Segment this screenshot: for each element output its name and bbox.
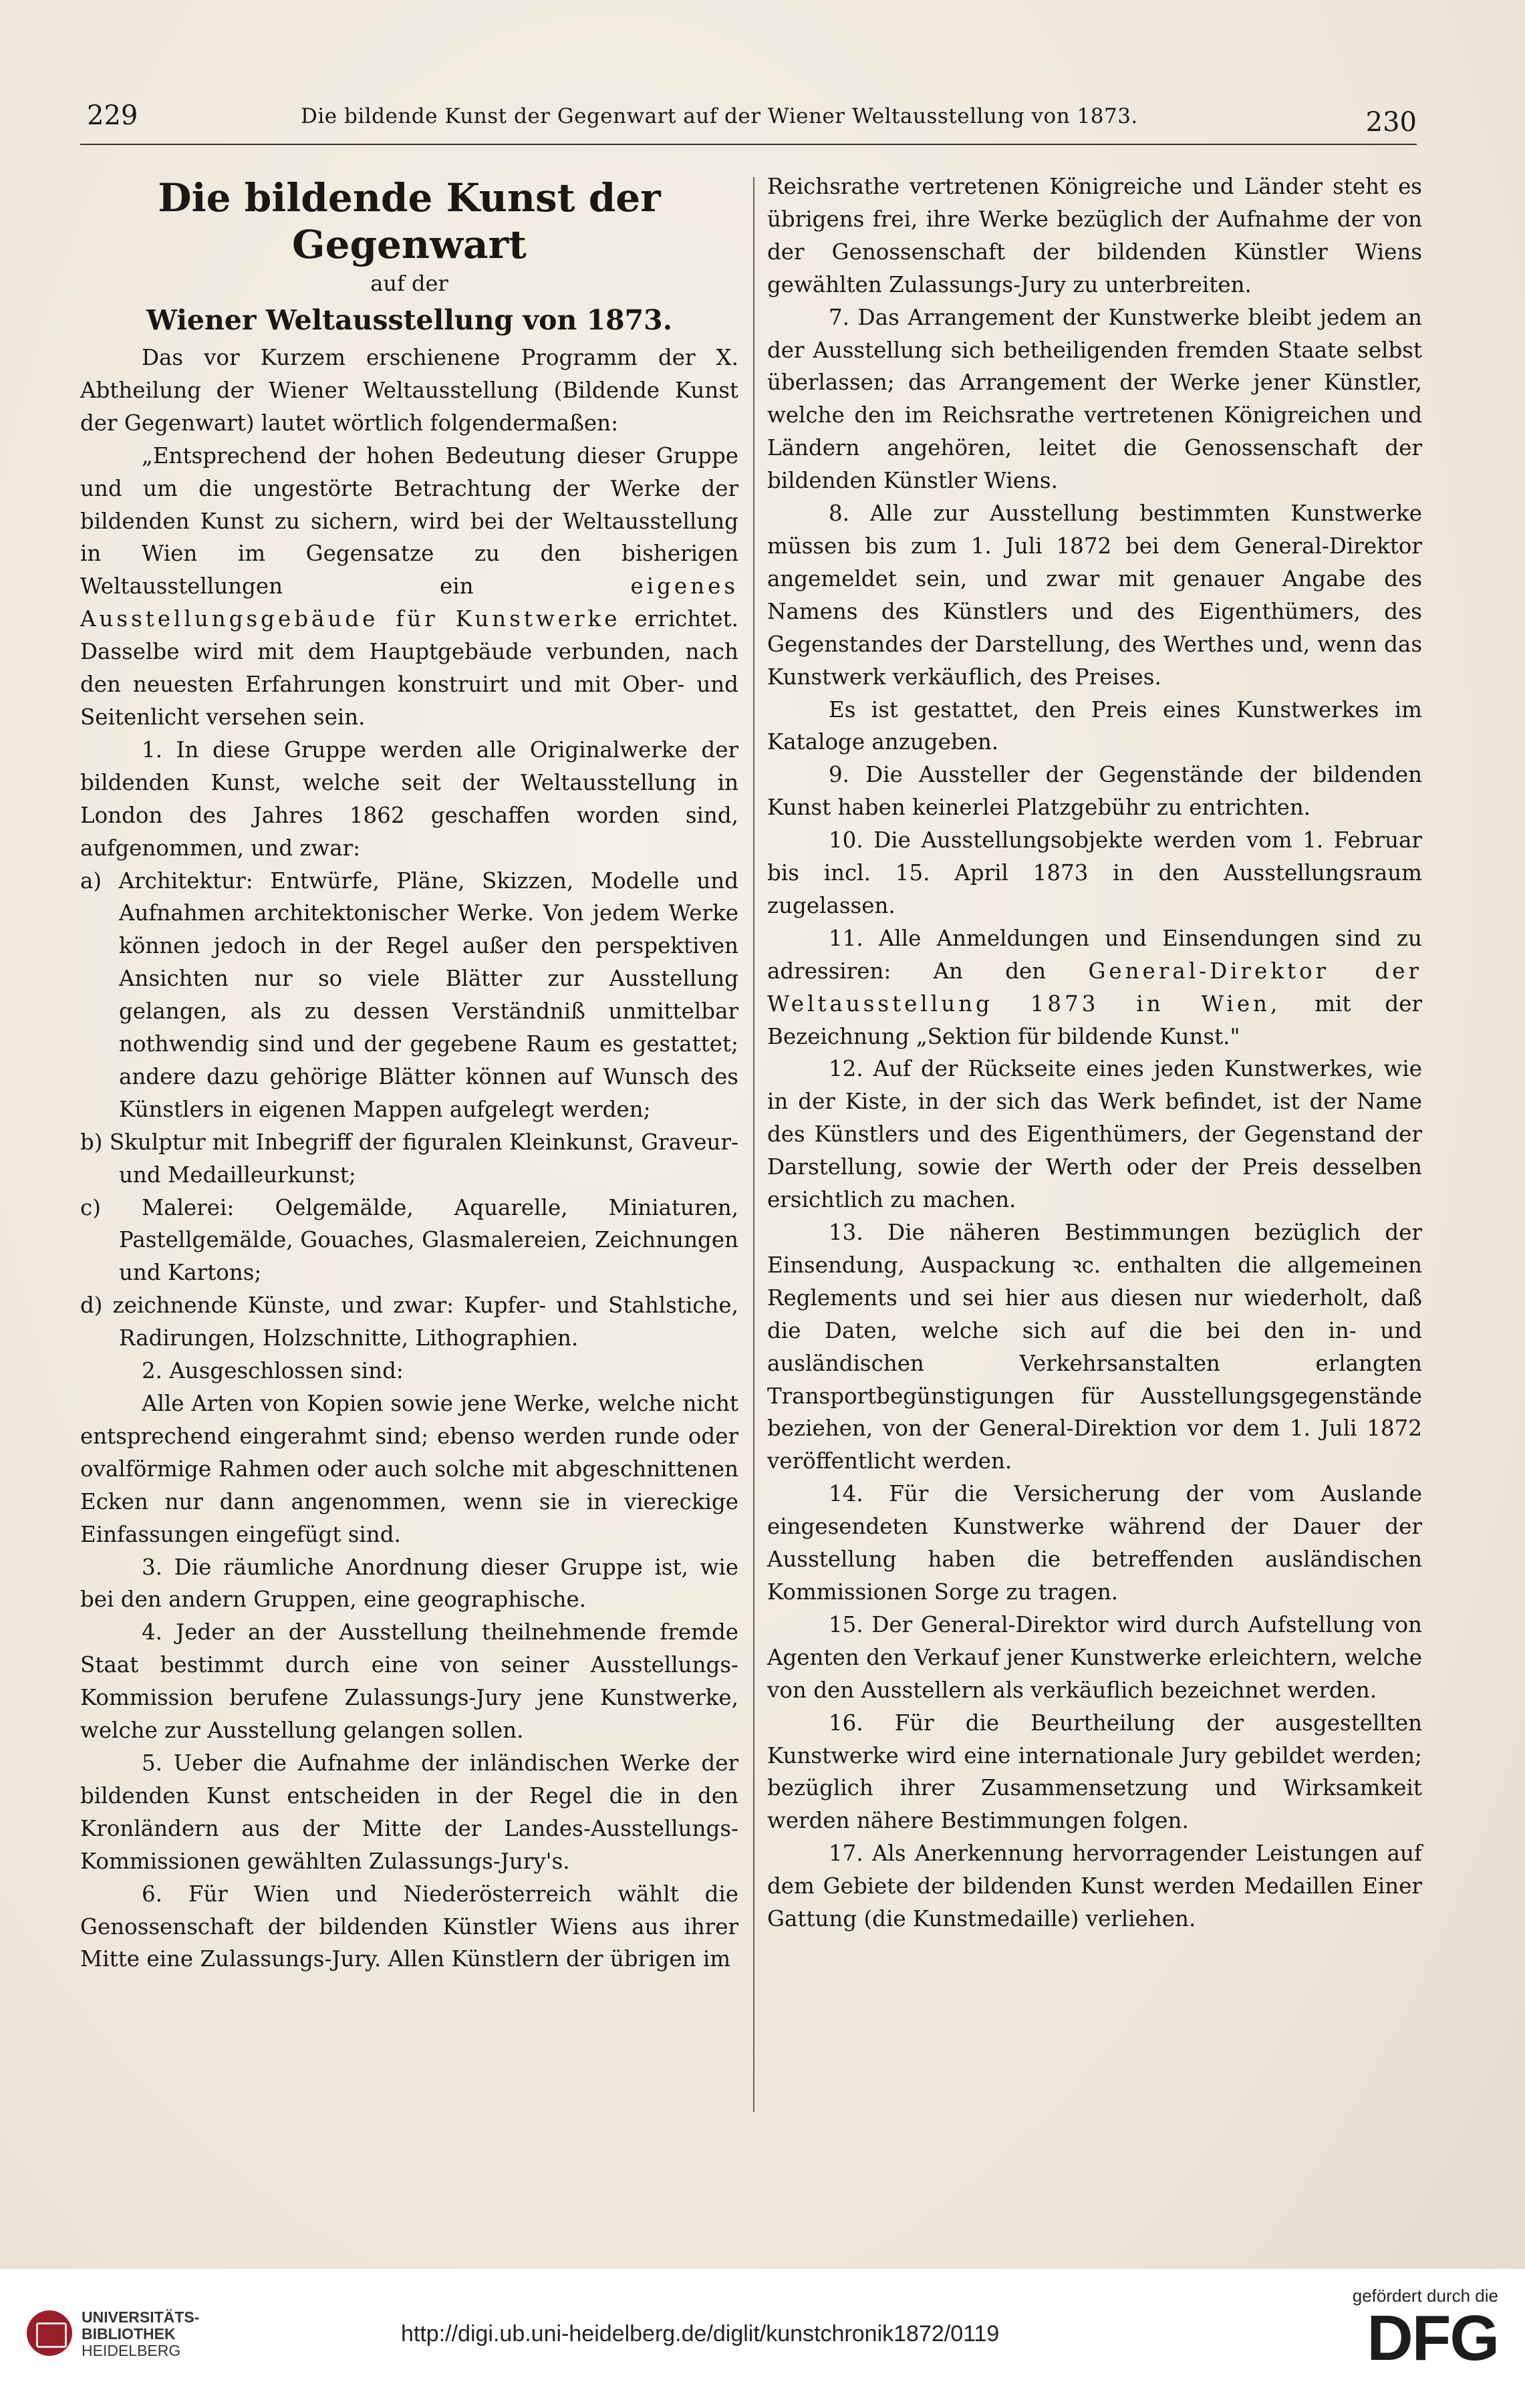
library-name-line-2: BIBLIOTHEK [82,2325,176,2343]
quote-spaced-text: eigenes Ausstellungsgebäude für Kunstwerke [80,573,738,632]
p11-text-a: 11. Alle Anmeldungen und Einsendungen sind zu adressiren: An den [767,925,1422,984]
library-name-line-1: UNIVERSITÄTS- [82,2308,200,2326]
item-c: c) Malerei: Oelgemälde, Aquarelle, Miniaturen, Pastellgemälde, Gouaches, Glasmalereien, Zeichnungen und Kartons; [80,1194,738,1286]
paragraph-1: 1. In diese Gruppe werden alle Originalwerke der bildenden Kunst, welche seit der Weltausstellung in London des Jahres 1862 geschaffen worden sind, aufgenommen, und zwar: [80,737,738,861]
paragraph-2: 2. Ausgeschlossen sind: [142,1358,404,1384]
paragraph-12: 12. Auf der Rückseite eines jeden Kunstwerkes, wie in der Kiste, in der sich das Werk befindet, ist der Name des Künstlers und des Eigenthümers, der Gegenstand der Darstellung, sowie der Werth oder der Preis desselben ersichtlich zu machen. [767,1056,1422,1213]
paragraph-7: 7. Das Arrangement der Kunstwerke bleibt jedem an der Ausstellung sich betheiligenden fremden Staate selbst überlassen; das Arrangement der Werke jener Künstler, welche den im Reichsrathe vertretenen Königreichen und Ländern angehören, leitet die Genossenschaft der bildenden Künstler Wiens. [767,304,1422,494]
library-seal-icon [27,2310,72,2356]
paragraph-10: 10. Die Ausstellungsobjekte werden vom 1. Februar bis incl. 15. April 1873 in den Ausstellungsraum zugelassen. [767,827,1422,918]
dfg-logo[interactable]: DFG [1367,2302,1498,2374]
paragraph-9: 9. Die Aussteller der Gegenstände der bildenden Kunst haben keinerlei Platzgebühr zu entrichten. [767,762,1422,821]
paragraph-8b: Es ist gestattet, den Preis eines Kunstwerkes im Kataloge anzugeben. [767,696,1422,755]
paragraph-8: 8. Alle zur Ausstellung bestimmten Kunstwerke müssen bis zum 1. Juli 1872 bei dem General-Direktor angemeldet sein, und zwar mit genauer Angabe des Namens des Künstlers und des Eigenthümers, des Gegenstandes der Darstellung, des Werthes und, wenn das Kunstwerk verkäuflich, des Preises. [767,501,1422,690]
paragraph-6: 6. Für Wien und Niederösterreich wählt die Genossenschaft der bildenden Künstler Wiens aus ihrer Mitte eine Zulassungs-Jury. Allen Künstlern der übrigen im [80,1881,738,1972]
paragraph-4: 4. Jeder an der Ausstellung theilnehmende fremde Staat bestimmt durch eine von seiner Ausstellungs-Kommission berufene Zulassungs-Jury jene Kunstwerke, welche zur Ausstellung gelangen sollen. [80,1619,738,1744]
quote-text-a: „Entsprechend der hohen Bedeutung dieser Gruppe und um die ungestörte Betrachtung der Werke der bildenden Kunst zu sichern, wird bei der Weltausstellung in Wien im Gegensatze zu den bisherigen Weltausstellungen ein [80,442,738,599]
column-divider [753,177,754,2112]
item-d: d) zeichnende Künste, und zwar: Kupfer- und Stahlstiche, Radirungen, Holzschnitte, Lithographien. [80,1293,738,1351]
article-subtitle-connector: auf der [370,271,448,296]
funded-by-label: gefördert durch die [1352,2286,1498,2306]
header-rule [80,144,1417,145]
quote-paragraph [80,440,738,734]
paragraph-13: 13. Die näheren Bestimmungen bezüglich der Einsendung, Auspackung ꝛc. enthalten die allgemeinen Reglements und sei hier aus diesen nur wiederholt, daß die Daten, welche sich auf die bei den in- und ausländischen Verkehrsanstalten erlangten Transportbegünstigungen für Ausstellungsgegenstände beziehen, von der General-Direktion vor dem 1. Juli 1872 veröffentlicht werden. [767,1220,1422,1474]
funder-block [1352,2286,1498,2374]
p11-spaced-address: General-Direktor der Weltausstellung 1873 in Wien, [767,958,1422,1017]
article-subtitle: Wiener Weltausstellung von 1873. [146,304,672,336]
paragraph-6-continued: Reichsrathe vertretenen Königreiche und Länder steht es übrigens frei, ihre Werke bezüglich der Aufnahme der von der Genossenschaft der bildenden Künstler Wiens gewählten Zulassungs-Jury zu unterbreiten. [767,174,1422,297]
paragraph-16: 16. Für die Beurtheilung der ausgestellten Kunstwerke wird eine internationale Jury gebildet werden; bezüglich ihrer Zusammensetzung und Wirksamkeit werden nähere Bestimmungen folgen. [767,1710,1422,1834]
library-logo[interactable] [27,2309,267,2363]
paragraph-3: 3. Die räumliche Anordnung dieser Gruppe ist, wie bei den andern Gruppen, eine geographische. [80,1554,738,1613]
intro-paragraph: Das vor Kurzem erschienene Programm der X. Abtheilung der Wiener Weltausstellung (Bildende Kunst der Gegenwart) lautet wörtlich folgendermaßen: [80,345,738,436]
library-name [82,2309,199,2359]
paragraph-17: 17. Als Anerkennung hervorragender Leistungen auf dem Gebiete der bildenden Kunst werden Medaillen Einer Gattung (die Kunstmedaille) verliehen. [767,1841,1422,1932]
page-number-right: 230 [1365,107,1417,138]
quote-text-b: errichtet. Dasselbe wird mit dem Hauptgebäude verbunden, nach den neuesten Erfahrungen konstruirt und mit Ober- und Seitenlicht versehen sein. [80,606,738,730]
paragraph-14: 14. Für die Versicherung der vom Auslande eingesendeten Kunstwerke während der Dauer der Ausstellung haben die betreffenden ausländischen Kommissionen Sorge zu tragen. [767,1481,1422,1605]
paragraph-2b: Alle Arten von Kopien sowie jene Werke, welche nicht entsprechend eingerahmt sind; ebenso werden runde oder ovalförmige Rahmen oder auch solche mit abgeschnittenen Ecken nur dann angenommen, wenn sie in viereckige Einfassungen eingefügt sind. [80,1391,738,1547]
paragraph-11 [767,922,1422,1053]
left-column [80,170,738,1976]
item-b: b) Skulptur mit Inbegriff der figuralen Kleinkunst, Graveur- und Medailleurkunst; [80,1129,738,1188]
item-a: a) Architektur: Entwürfe, Pläne, Skizzen, Modelle und Aufnahmen architektonischer Werke. Von jedem Werke können jedoch in der Regel außer den perspektiven Ansichten nur so viele Blätter zur Ausstellung gelangen, als zu dessen Verständniß unmittelbar nothwendig sind und der gegebene Raum es gestattet; andere dazu gehörige Blätter können auf Wunsch des Künstlers in eigenen Mappen aufgelegt werden; [80,867,738,1122]
paragraph-15: 15. Der General-Direktor wird durch Aufstellung von Agenten den Verkauf jener Kunstwerke erleichtern, welche von den Ausstellern als verkäuflich bezeichnet werden. [767,1611,1422,1703]
article-title: Die bildende Kunst der Gegenwart [158,175,661,267]
right-column [767,170,1422,1935]
source-url-link[interactable]: http://digi.ub.uni-heidelberg.de/diglit/kunstchronik1872/0119 [401,2321,1000,2347]
page-header [80,100,1417,147]
p11-text-b: mit der Bezeichnung „Sektion für bildende Kunst." [767,990,1422,1049]
running-title: Die bildende Kunst der Gegenwart auf der Wiener Weltausstellung von 1873. [301,104,1138,128]
paragraph-5: 5. Ueber die Aufnahme der inländischen Werke der bildenden Kunst entscheiden in der Regel die in den Kronländern aus der Mitte der Landes-Ausstellungs-Kommissionen gewählten Zulassungs-Jury's. [80,1750,738,1874]
library-name-line-3: HEIDELBERG [82,2342,181,2359]
page-number-left: 229 [87,100,138,131]
